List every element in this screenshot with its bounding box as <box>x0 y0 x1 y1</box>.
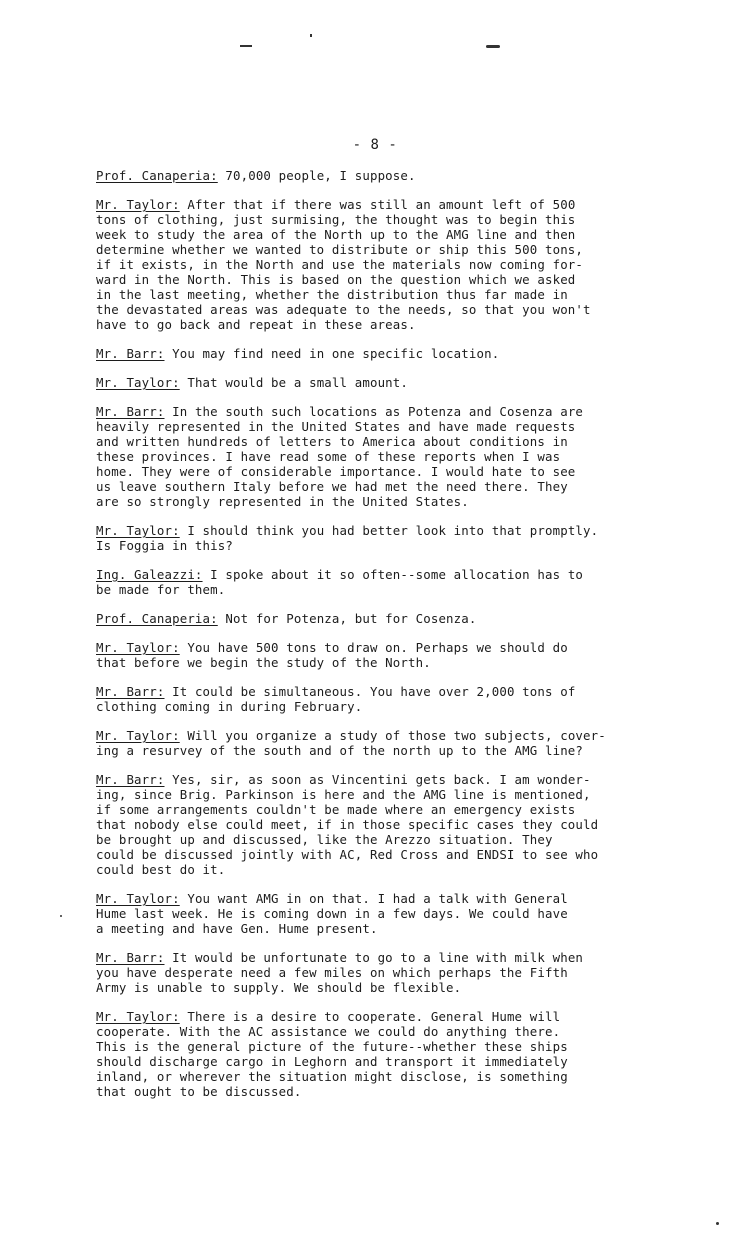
speaker-name: Mr. Barr: <box>96 346 165 361</box>
speaker-name: Ing. Galeazzi: <box>96 567 203 582</box>
scan-speck <box>240 45 252 47</box>
transcript-paragraph <box>96 404 716 509</box>
scan-speck <box>486 45 500 48</box>
paragraph-text: Yes, sir, as soon as Vincentini gets back. I am wonder- ing, since Brig. Parkinson is here and the AMG line is mentioned, if some arrangements couldn't be made where an emergency exists that nobody else could meet, if in those specific cases they could be brought up and discussed, like the Arezzo situation. They could be discussed jointly with AC, Red Cross and ENDSI to see who could best do it. <box>96 772 599 877</box>
scan-speck <box>60 915 62 917</box>
transcript-paragraph <box>96 728 716 758</box>
speaker-name: Mr. Barr: <box>96 950 165 965</box>
paragraph-text: You have 500 tons to draw on. Perhaps we should do that before we begin the study of the North. <box>96 640 568 670</box>
speaker-name: Mr. Barr: <box>96 404 165 419</box>
speaker-name: Mr. Barr: <box>96 772 165 787</box>
transcript-paragraph <box>96 950 716 995</box>
transcript-paragraph <box>96 346 716 361</box>
transcript-paragraph <box>96 523 716 553</box>
speaker-name: Mr. Taylor: <box>96 728 180 743</box>
transcript-paragraph <box>96 684 716 714</box>
speaker-name: Prof. Canaperia: <box>96 611 218 626</box>
paragraph-text: It could be simultaneous. You have over 2,000 tons of clothing coming in during February. <box>96 684 576 714</box>
transcript-paragraph <box>96 567 716 597</box>
speaker-name: Mr. Taylor: <box>96 640 180 655</box>
paragraph-text: You want AMG in on that. I had a talk with General Hume last week. He is coming down in a few days. We could have a meeting and have Gen. Hume present. <box>96 891 568 936</box>
paragraph-text: I spoke about it so often--some allocation has to be made for them. <box>96 567 584 597</box>
paragraph-text: I should think you had better look into that promptly. Is Foggia in this? <box>96 523 599 553</box>
paragraph-text: In the south such locations as Potenza and Cosenza are heavily represented in the United States and have made requests and written hundreds of letters to America about conditions in these provinces. I have read some of these reports when I was home. They were of considerable importance. I would hate to see us leave southern Italy before we had met the need there. They are so strongly represented in the United States. <box>96 404 584 509</box>
speaker-name: Mr. Taylor: <box>96 375 180 390</box>
paragraph-text: Will you organize a study of those two subjects, cover- ing a resurvey of the south and of the north up to the AMG line? <box>96 728 606 758</box>
transcript-paragraph <box>96 168 716 183</box>
transcript-paragraph <box>96 772 716 877</box>
scan-speck <box>716 1222 719 1225</box>
meeting-transcript <box>96 168 716 1113</box>
speaker-name: Prof. Canaperia: <box>96 168 218 183</box>
speaker-name: Mr. Taylor: <box>96 197 180 212</box>
speaker-name: Mr. Barr: <box>96 684 165 699</box>
transcript-paragraph <box>96 375 716 390</box>
paragraph-text: It would be unfortunate to go to a line with milk when you have desperate need a few miles on which perhaps the Fifth Army is unable to supply. We should be flexible. <box>96 950 584 995</box>
paragraph-text: That would be a small amount. <box>179 375 409 390</box>
speaker-name: Mr. Taylor: <box>96 1009 180 1024</box>
transcript-paragraph <box>96 1009 716 1099</box>
paragraph-text: 70,000 people, I suppose. <box>217 168 416 183</box>
scan-speck <box>310 34 312 37</box>
paragraph-text: Not for Potenza, but for Cosenza. <box>217 611 477 626</box>
paragraph-text: After that if there was still an amount left of 500 tons of clothing, just surmising, the thought was to begin this week to study the area of the North up to the AMG line and then determine whether we wanted to distribute or ship this 500 tons, if it exists, in the North and use the materials now coming for- ward in the North. This is based on the question which we asked in the last meeting, whether the distribution thus far made in the devastated areas was adequate to the needs, so that you won't have to go back and repeat in these areas. <box>96 197 591 332</box>
transcript-paragraph <box>96 891 716 936</box>
page-number: - 8 - <box>352 137 398 153</box>
speaker-name: Mr. Taylor: <box>96 891 180 906</box>
speaker-name: Mr. Taylor: <box>96 523 180 538</box>
paragraph-text: You may find need in one specific location. <box>164 346 500 361</box>
transcript-paragraph <box>96 197 716 332</box>
transcript-paragraph <box>96 640 716 670</box>
paragraph-text: There is a desire to cooperate. General Hume will cooperate. With the AC assistance we could do anything there. This is the general picture of the future--whether these ships should discharge cargo in Leghorn and transport it immediately inland, or wherever the situation might disclose, is something that ought to be discussed. <box>96 1009 568 1099</box>
transcript-paragraph <box>96 611 716 626</box>
